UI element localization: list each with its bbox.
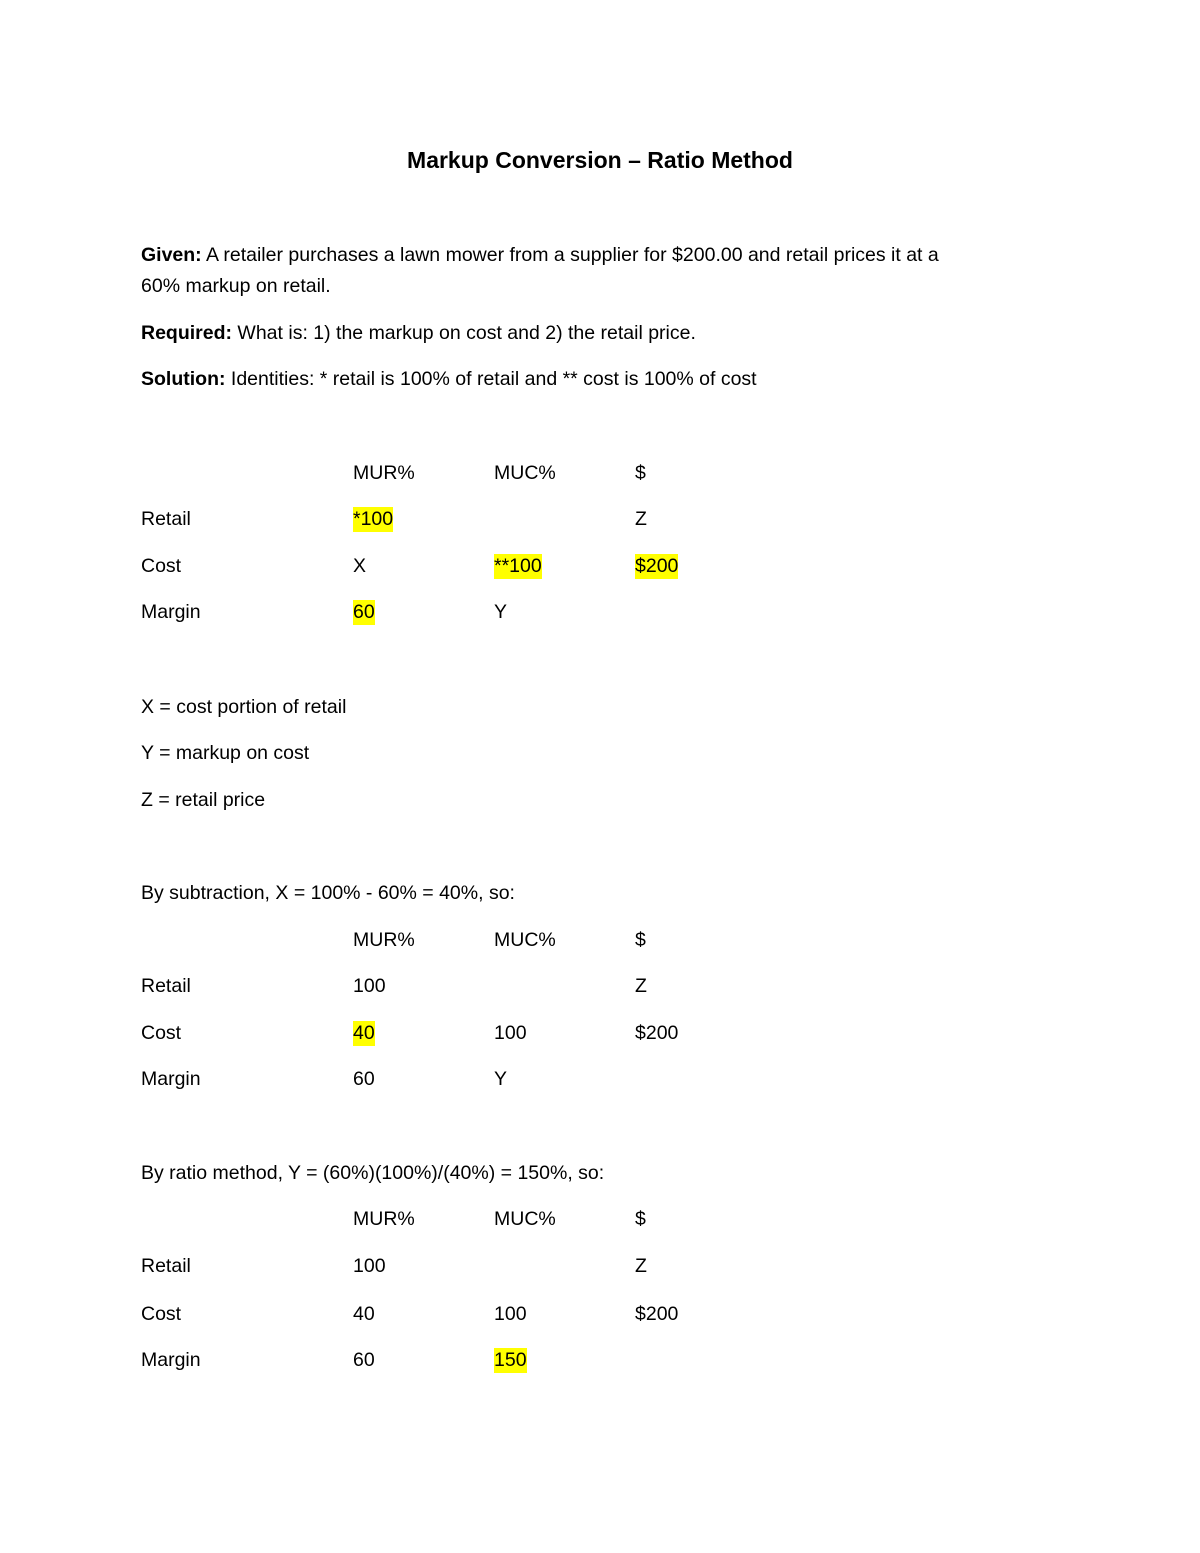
- table1-row-margin-label: Margin: [141, 601, 201, 623]
- table1-row-retail-label: Retail: [141, 508, 191, 530]
- table2-row-cost-muc: 100: [494, 1022, 527, 1044]
- table3-row-margin-label: Margin: [141, 1349, 201, 1371]
- table1-header-dollar: $: [635, 462, 646, 484]
- table3-row-margin-mur: 60: [353, 1349, 375, 1371]
- table2-row-margin-label: Margin: [141, 1068, 201, 1090]
- table2-header-muc: MUC%: [494, 929, 556, 951]
- table3-header-muc: MUC%: [494, 1208, 556, 1230]
- table3-header-dollar: $: [635, 1208, 646, 1230]
- table1-header-mur: MUR%: [353, 462, 415, 484]
- table1-row-cost-label: Cost: [141, 555, 182, 577]
- table3-row-retail-mur: 100: [353, 1255, 386, 1277]
- given-label: Given:: [141, 244, 202, 266]
- table2-header-dollar: $: [635, 929, 646, 951]
- table2-row-margin-muc: Y: [494, 1068, 508, 1090]
- solution-paragraph: [141, 364, 1041, 395]
- step2-text: By ratio method, Y = (60%)(100%)/(40%) = 150%, so:: [141, 1162, 605, 1184]
- table3-row-cost-dollar: $200: [635, 1303, 679, 1325]
- required-label: Required:: [141, 322, 233, 344]
- table1-row-retail-mur: *100: [353, 508, 394, 530]
- table2-row-retail-dollar: Z: [635, 975, 647, 997]
- definition-z: Z = retail price: [141, 789, 266, 811]
- table1-row-cost-dollar: $200: [635, 555, 679, 577]
- table3-header-mur: MUR%: [353, 1208, 415, 1230]
- given-paragraph: [141, 240, 1041, 302]
- required-paragraph: [141, 318, 1041, 349]
- table1-row-margin-mur: 60: [353, 601, 375, 623]
- definition-x: X = cost portion of retail: [141, 696, 347, 718]
- table1-row-margin-muc: Y: [494, 601, 508, 623]
- given-text-line1: A retailer purchases a lawn mower from a supplier for $200.00 and retail prices it at a: [201, 244, 939, 266]
- table3-row-cost-label: Cost: [141, 1303, 182, 1325]
- table2-row-cost-label: Cost: [141, 1022, 182, 1044]
- solution-text: Identities: * retail is 100% of retail and ** cost is 100% of cost: [225, 368, 757, 390]
- step1-text: By subtraction, X = 100% - 60% = 40%, so:: [141, 882, 515, 904]
- table3-row-cost-muc: 100: [494, 1303, 527, 1325]
- table2-row-cost-dollar: $200: [635, 1022, 679, 1044]
- solution-label: Solution:: [141, 368, 226, 390]
- table1-row-cost-mur: X: [353, 555, 367, 577]
- table2-row-retail-mur: 100: [353, 975, 386, 997]
- table3-row-retail-dollar: Z: [635, 1255, 647, 1277]
- definition-y: Y = markup on cost: [141, 742, 310, 764]
- table3-row-retail-label: Retail: [141, 1255, 191, 1277]
- table2-row-cost-mur: 40: [353, 1022, 375, 1044]
- table1-row-retail-dollar: Z: [635, 508, 647, 530]
- table2-row-margin-mur: 60: [353, 1068, 375, 1090]
- given-text-line2: 60% markup on retail.: [141, 275, 331, 297]
- table1-header-muc: MUC%: [494, 462, 556, 484]
- table2-header-mur: MUR%: [353, 929, 415, 951]
- table2-row-retail-label: Retail: [141, 975, 191, 997]
- page-title: Markup Conversion – Ratio Method: [407, 147, 793, 173]
- table1-row-cost-muc: **100: [494, 555, 542, 577]
- required-text: What is: 1) the markup on cost and 2) the retail price.: [232, 322, 696, 344]
- table3-row-margin-muc: 150: [494, 1349, 527, 1371]
- table3-row-cost-mur: 40: [353, 1303, 375, 1325]
